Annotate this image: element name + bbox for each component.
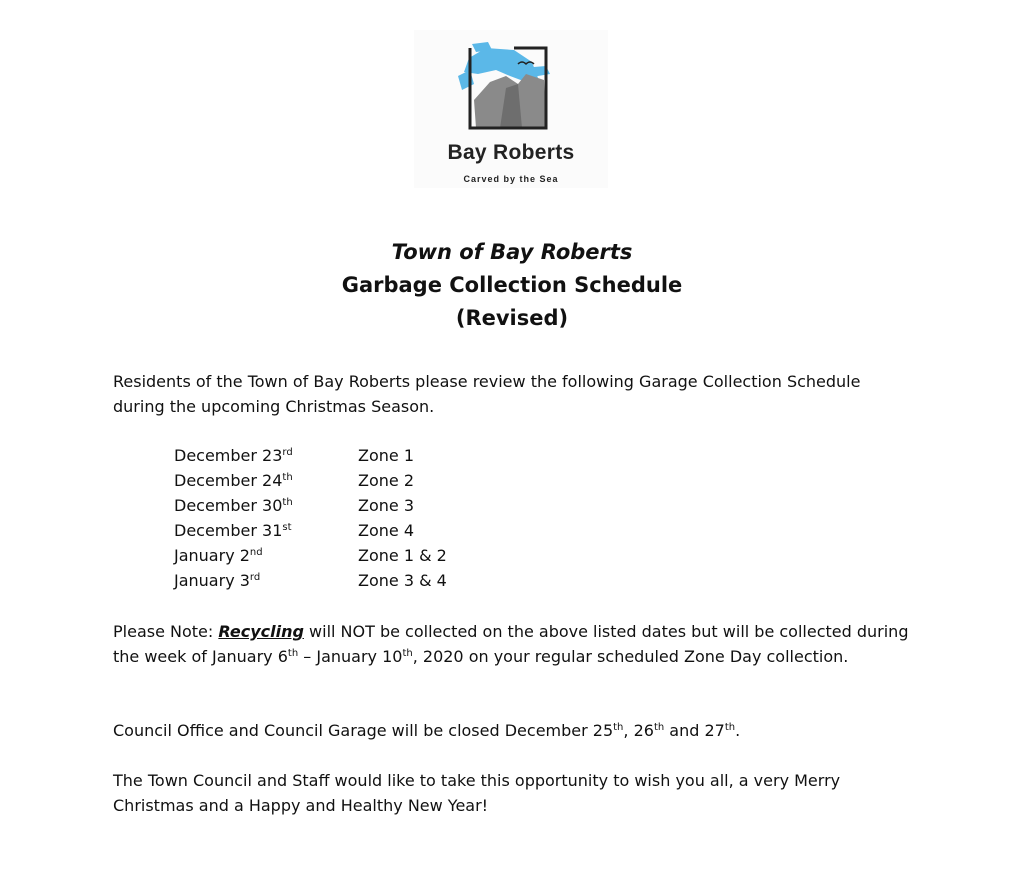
schedule-date: January 3rd [174,571,261,590]
intro-paragraph: Residents of the Town of Bay Roberts please review the following Garage Collection Schedule during the upcoming Christmas Season. [113,372,861,416]
recycling-note: Please Note: Recycling will NOT be collected on the above listed dates but will be collected during the week of January 6th – January 10th, 2020 on your regular scheduled Zone Day collection. [113,622,909,666]
schedule-row [174,443,447,468]
document-title [0,236,1024,335]
logo-graphic [414,30,608,142]
schedule-zone: Zone 1 [358,446,414,465]
schedule-zone: Zone 4 [358,521,414,540]
collection-schedule [174,443,447,593]
logo-name: Bay Roberts [447,141,575,164]
schedule-row [174,468,447,493]
schedule-zone: Zone 3 [358,496,414,515]
schedule-date: January 2nd [174,546,263,565]
schedule-row [174,493,447,518]
title-line-revised: (Revised) [455,306,569,330]
schedule-row [174,568,447,593]
title-line-town: Town of Bay Roberts [391,240,633,264]
office-closure-notice: Council Office and Council Garage will be closed December 25th, 26th and 27th. [113,721,741,740]
schedule-row [174,543,447,568]
schedule-date: December 30th [174,496,293,515]
schedule-zone: Zone 1 & 2 [358,546,447,565]
schedule-date: December 31st [174,521,292,540]
logo-tagline: Carved by the Sea [463,174,559,184]
holiday-wishes: The Town Council and Staff would like to take this opportunity to wish you all, a very Merry Christmas and a Happy and Healthy New Year! [113,771,841,815]
schedule-date: December 24th [174,471,293,490]
title-line-schedule: Garbage Collection Schedule [341,273,683,297]
schedule-zone: Zone 3 & 4 [358,571,447,590]
recycling-emphasis: Recycling [218,622,304,641]
schedule-zone: Zone 2 [358,471,414,490]
bay-roberts-logo [414,30,608,188]
schedule-date: December 23rd [174,446,293,465]
schedule-row [174,518,447,543]
